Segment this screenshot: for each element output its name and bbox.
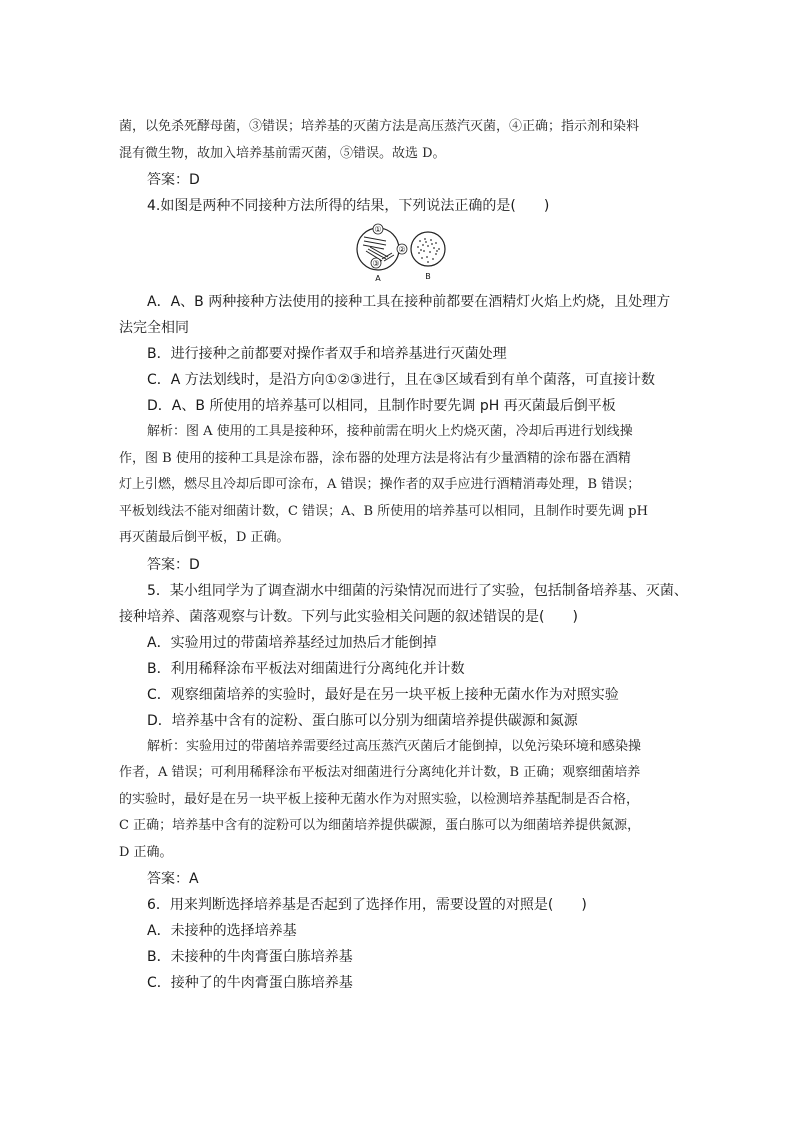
q3-explanation-line2: 混有微生物，故加入培养基前需灭菌，⑤错误。故选 D。 (119, 145, 446, 161)
q4-explanation-line1: 解析：图 A 使用的工具是接种环，接种前需在明火上灼烧灭菌，冷却后再进行划线操 (147, 424, 633, 439)
q5-stem-line1: 5．某小组同学为了调查湖水中细菌的污染情况而进行了实验，包括制备培养基、灭菌、 (147, 582, 688, 599)
q5-explanation-line4: C 正确；培养基中含有的淀粉可以为细菌培养提供碳源，蛋白胨可以为细菌培养提供氮源， (119, 818, 641, 833)
q5-stem-line2: 接种培养、菌落观察与计数。下列与此实验相关问题的叙述错误的是( ) (119, 608, 578, 625)
q5-answer: 答案：A (147, 871, 199, 887)
dish-a-label: A (375, 274, 381, 283)
q5-option-b: B．利用稀释涂布平板法对细菌进行分离纯化并计数 (147, 660, 465, 677)
q5-explanation-line5: D 正确。 (119, 844, 173, 860)
marker3-label: ③ (372, 259, 380, 268)
dish-b-label: B (425, 272, 431, 281)
q6-option-a: A．未接种的选择培养基 (147, 923, 297, 939)
q6-option-b: B．未接种的牛肉膏蛋白胨培养基 (147, 949, 353, 965)
q5-explanation-line3: 的实验时，最好是在另一块平板上接种无菌水作为对照实验，以检测培养基配制是否合格， (119, 791, 640, 807)
q4-answer: 答案：D (147, 556, 200, 573)
q4-option-c: C．A 方法划线时，是沿方向①②③进行，且在③区域看到有单个菌落，可直接计数 (147, 372, 656, 388)
q5-explanation-line1: 解析：实验用过的带菌培养需要经过高压蒸汽灭菌后才能倒掉，以免污染环境和感染操 (147, 738, 642, 754)
q5-option-c: C．观察细菌培养的实验时，最好是在另一块平板上接种无菌水作为对照实验 (147, 686, 619, 703)
petri-dish-figure (356, 221, 446, 285)
q4-explanation-line3: 灯上引燃，燃尽且冷却后即可涂布，A 错误；操作者的双手应进行酒精消毒处理，B 错误； (119, 477, 641, 492)
streak-lines (363, 237, 394, 261)
q3-explanation-line1: 菌，以免杀死酵母菌，③错误；培养基的灭菌方法是高压蒸汽灭菌，④正确；指示剂和染料 (119, 119, 640, 134)
q5-option-a: A．实验用过的带菌培养基经过加热后才能倒掉 (147, 634, 437, 651)
q4-option-d: D．A、B 所使用的培养基可以相同，且制作时要先调 pH 再灭菌最后倒平板 (147, 398, 616, 414)
q4-explanation-line2: 作，图 B 使用的接种工具是涂布器，涂布器的处理方法是将沾有少量酒精的涂布器在酒精 (119, 450, 631, 466)
q6-stem: 6．用来判断选择培养基是否起到了选择作用，需要设置的对照是( ) (147, 897, 587, 913)
q4-explanation-line5: 再灭菌最后倒平板，D 正确。 (119, 530, 290, 545)
q4-option-b: B．进行接种之前都要对操作者双手和培养基进行灭菌处理 (147, 346, 507, 362)
q5-explanation-line2: 作者，A 错误；可利用稀释涂布平板法对细菌进行分离纯化并计数，B 正确；观察细菌培养 (119, 765, 641, 780)
q4-explanation-line4: 平板划线法不能对细菌计数，C 错误；A、B 所使用的培养基可以相同，且制作时要先调 pH (119, 503, 648, 519)
q4-option-a-line1: A．A、B 两种接种方法使用的接种工具在接种前都要在酒精灯火焰上灼烧，且处理方 (147, 294, 671, 310)
marker1-label: ① (374, 225, 382, 234)
q4-figure (119, 221, 679, 285)
q5-option-d: D．培养基中含有的淀粉、蛋白胨可以分别为细菌培养提供碳源和氮源 (147, 712, 578, 729)
document-content (119, 114, 688, 996)
colony-dots (417, 238, 440, 263)
marker2-label: ② (398, 245, 406, 254)
q3-answer: 答案：D (147, 172, 200, 188)
q4-stem: 4.如图是两种不同接种方法所得的结果，下列说法正确的是( ) (147, 198, 550, 214)
q4-option-a-line2: 法完全相同 (119, 320, 189, 336)
q6-option-c: C．接种了的牛肉膏蛋白胨培养基 (147, 975, 353, 991)
